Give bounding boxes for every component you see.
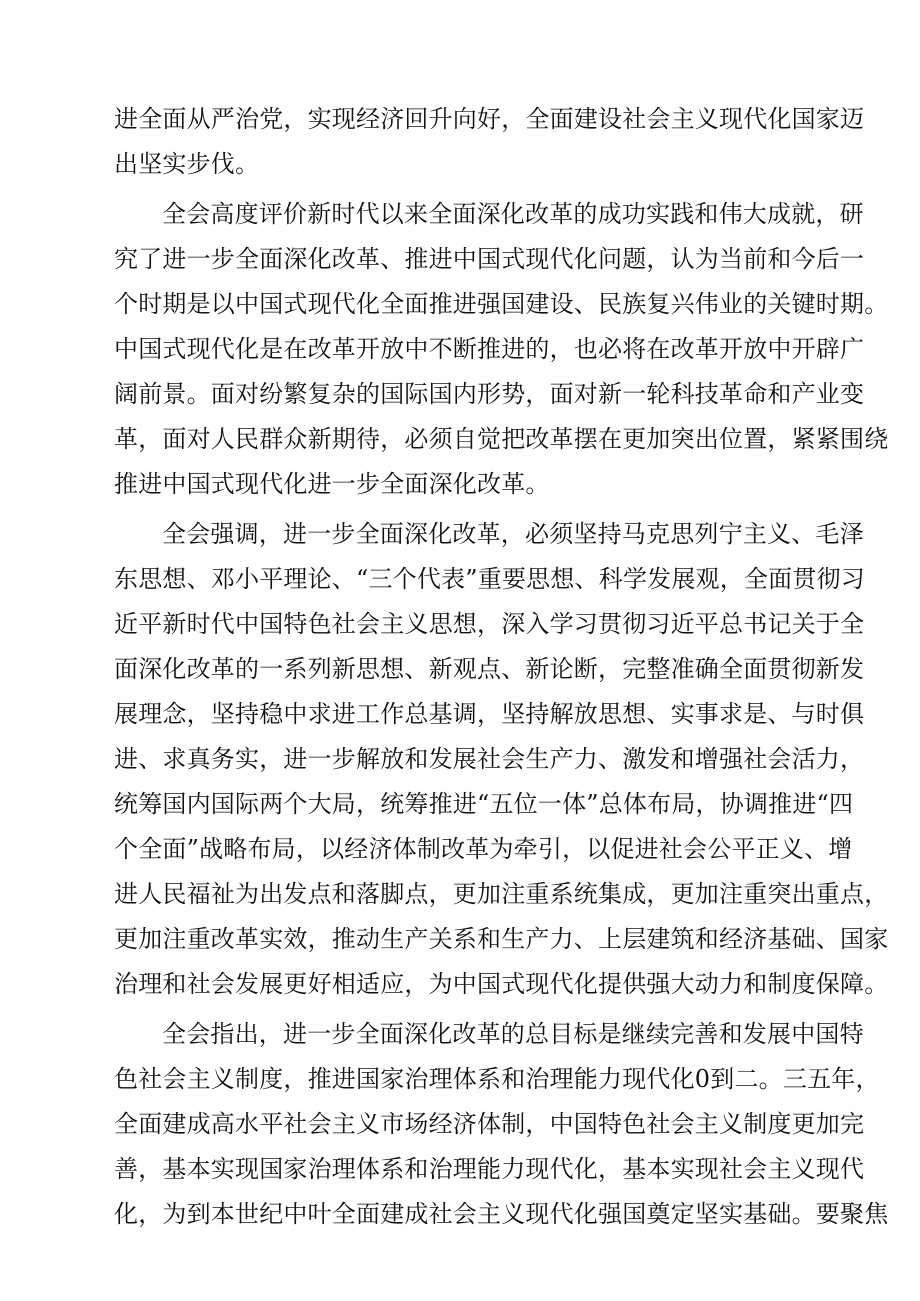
- text-line: 全会高度评价新时代以来全面深化改革的成功实践和伟大成就，研: [162, 200, 864, 228]
- text-line: 个全面”战略布局，以经济体制改革为牵引，以促进社会公平正义、增: [114, 835, 853, 863]
- text-line: 全会强调，进一步全面深化改革，必须坚持马克思列宁主义、毛泽: [162, 520, 864, 548]
- text-line: 推进中国式现代化进一步全面深化改革。: [114, 470, 550, 498]
- text-line: 近平新时代中国特色社会主义思想，深入学习贯彻习近平总书记关于全: [114, 610, 865, 638]
- text-line: 统筹国内国际两个大局，统筹推进“五位一体”总体布局，协调推进“四: [114, 790, 854, 818]
- text-line: 色社会主义制度，推进国家治理体系和治理能力现代化0到二。三五年，: [114, 1065, 880, 1093]
- text-line: 出坚实步伐。: [114, 150, 260, 178]
- paragraph-3: [114, 512, 889, 1007]
- text-line: 进全面从严治党，实现经济回升向好，全面建设社会主义现代化国家迈: [114, 105, 865, 133]
- document-body: [114, 97, 889, 1237]
- text-line: 更加注重改革实效，推动生产关系和生产力、上层建筑和经济基础、国家: [114, 925, 889, 953]
- text-line: 究了进一步全面深化改革、推进中国式现代化问题，认为当前和今后一: [114, 245, 865, 273]
- text-line: 善，基本实现国家治理体系和治理能力现代化，基本实现社会主义现代: [114, 1155, 865, 1183]
- text-line: 治理和社会发展更好相适应，为中国式现代化提供强大动力和制度保障。: [114, 970, 889, 998]
- text-line: 进人民福祉为出发点和落脚点，更加注重系统集成，更加注重突出重点，: [114, 880, 889, 908]
- text-line: 阔前景。面对纷繁复杂的国际国内形势，面对新一轮科技革命和产业变: [114, 380, 865, 408]
- text-line: 化，为到本世纪中叶全面建成社会主义现代化强国奠定坚实基础。要聚焦: [114, 1200, 889, 1228]
- paragraph-1: [114, 97, 865, 187]
- text-line: 展理念，坚持稳中求进工作总基调，坚持解放思想、实事求是、与时俱: [114, 700, 865, 728]
- paragraph-2: [114, 192, 889, 507]
- text-line: 全面建成高水平社会主义市场经济体制，中国特色社会主义制度更加完: [114, 1110, 865, 1138]
- text-line: 面深化改革的一系列新思想、新观点、新论断，完整准确全面贯彻新发: [114, 655, 865, 683]
- text-line: 个时期是以中国式现代化全面推进强国建设、民族复兴伟业的关键时期。: [114, 290, 889, 318]
- text-line: 进、求真务实，进一步解放和发展社会生产力、激发和增强社会活力，: [114, 745, 865, 773]
- text-line: 中国式现代化是在改革开放中不断推进的，也必将在改革开放中开辟广: [114, 335, 865, 363]
- text-line: 全会指出，进一步全面深化改革的总目标是继续完善和发展中国特: [162, 1020, 864, 1048]
- paragraph-4: [114, 1012, 889, 1237]
- text-line: 革，面对人民群众新期待，必须自觉把改革摆在更加突出位置，紧紧围绕: [114, 425, 889, 453]
- text-line: 东思想、邓小平理论、“三个代表”重要思想、科学发展观，全面贯彻习: [114, 565, 865, 593]
